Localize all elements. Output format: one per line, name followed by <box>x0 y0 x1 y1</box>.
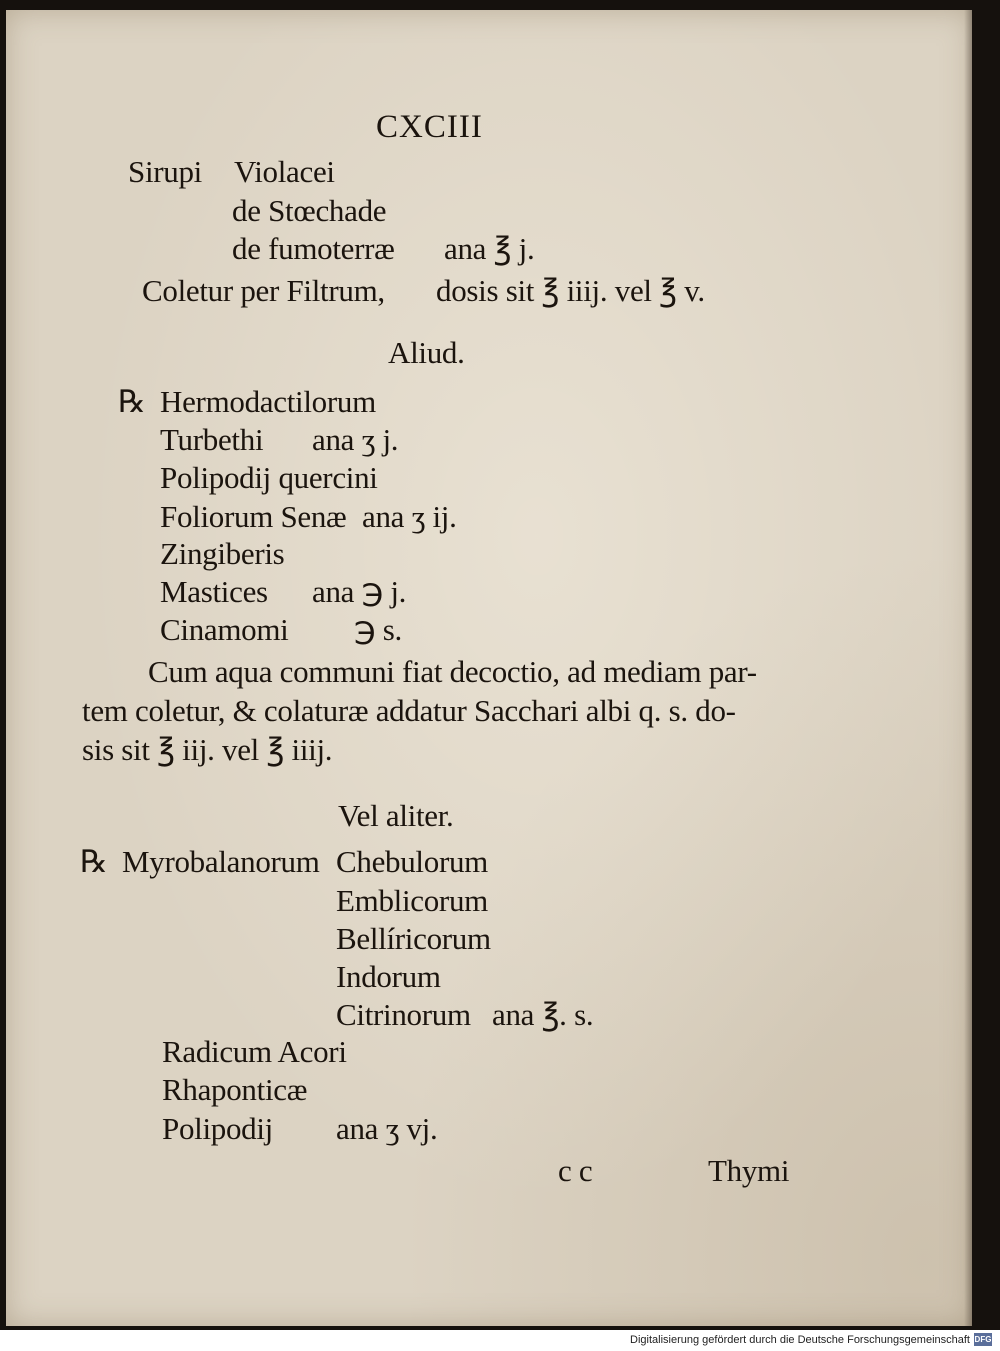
text-line: Citrinorum <box>336 997 471 1032</box>
text-line: Rhaponticæ <box>162 1072 308 1107</box>
dose-text: ℈ s. <box>354 612 403 647</box>
dose-text: dosis sit ℥ iiij. vel ℥ v. <box>436 273 705 308</box>
text-line: Cinamomi <box>160 612 289 647</box>
catchword: Thymi <box>708 1153 790 1188</box>
text-line: Zingiberis <box>160 536 285 571</box>
dose-text: ana ʒ ij. <box>362 499 457 534</box>
paragraph-line: sis sit ℥ iij. vel ℥ iiij. <box>82 732 333 767</box>
text-line: Hermodactilorum <box>160 384 376 419</box>
recipe-symbol: ℞ <box>118 384 146 419</box>
text-line: Polipodij <box>162 1111 273 1146</box>
footer-credit: Digitalisierung gefördert durch die Deutsche Forschungsgemeinschaft <box>630 1334 970 1346</box>
dose-text: ana ʒ j. <box>312 422 399 457</box>
recipe-symbol: ℞ <box>80 844 108 879</box>
text-line: Emblicorum <box>336 883 488 918</box>
paragraph-line: tem coletur, & colaturæ addatur Sacchari albi q. s. do- <box>82 693 736 728</box>
text-line: Radicum Acori <box>162 1034 347 1069</box>
text-line: Polipodij quercini <box>160 460 378 495</box>
text-line: Indorum <box>336 959 441 994</box>
dose-text: ana ℥ j. <box>444 231 535 266</box>
page-edge-shadow <box>964 10 972 1326</box>
text-line: Sirupi <box>128 154 202 189</box>
section-heading: Vel aliter. <box>338 798 454 833</box>
text-line: Mastices <box>160 574 268 609</box>
text-line: Violacei <box>234 154 335 189</box>
text-line: de fumoterræ <box>232 231 395 266</box>
text-line: Bellíricorum <box>336 921 491 956</box>
dfg-logo-icon: DFG <box>974 1335 992 1344</box>
folio-number: CXCIII <box>376 109 483 145</box>
text-line: Turbethi <box>160 422 264 457</box>
paragraph-line: Cum aqua communi fiat decoctio, ad mediam par- <box>148 654 757 689</box>
text-line: de Stœchade <box>232 193 387 228</box>
text-line: Coletur per Filtrum, <box>142 273 385 308</box>
signature-mark: c c <box>558 1153 593 1188</box>
section-heading: Aliud. <box>388 335 465 370</box>
dose-text: ana ℈ j. <box>312 574 407 609</box>
text-line: Chebulorum <box>336 844 488 879</box>
text-line: Foliorum Senæ <box>160 499 347 534</box>
dose-text: ana ʒ vj. <box>336 1111 438 1146</box>
text-line: Myrobalanorum <box>122 844 320 879</box>
dose-text: ana ℥. s. <box>492 997 594 1032</box>
